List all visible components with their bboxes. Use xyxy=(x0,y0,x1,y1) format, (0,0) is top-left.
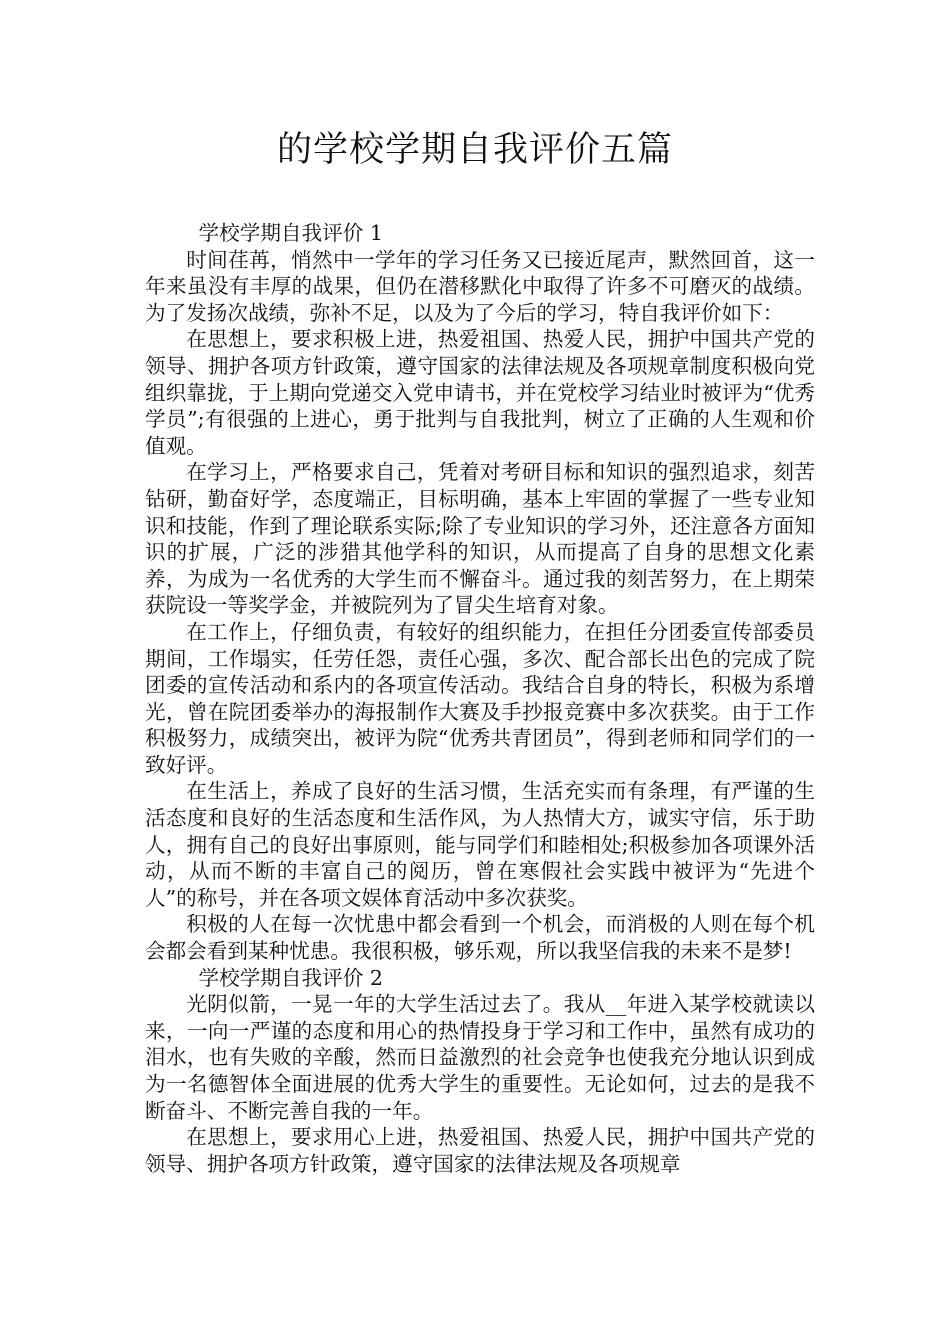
paragraph: 积极的人在每一次忧患中都会看到一个机会，而消极的人则在每个机会都会看到某种忧患。我很积极，够乐观，所以我坚信我的未来不是梦! xyxy=(145,912,815,964)
paragraph: 在工作上，仔细负责，有较好的组织能力，在担任分团委宣传部委员期间，工作塌实，任劳任怨，责任心强，多次、配合部长出色的完成了院团委的宣传活动和系内的各项宣传活动。我结合自身的特长，积极为系增光，曾在院团委举办的海报制作大赛及手抄报竞赛中多次获奖。由于工作积极努力，成绩突出，被评为院“优秀共青团员”，得到老师和同学们的一致好评。 xyxy=(145,619,815,777)
section-heading: 学校学期自我评价 1 xyxy=(198,221,383,245)
section-heading: 学校学期自我评价 2 xyxy=(198,965,383,990)
paragraph: 在思想上，要求用心上进，热爱祖国、热爱人民，拥护中国共产党的领导、拥护各项方针政策，遵守国家的法律法规及各项规章 xyxy=(145,1125,815,1176)
document-body xyxy=(145,220,815,1177)
paragraph: 在生活上，养成了良好的生活习惯，生活充实而有条理，有严谨的生活态度和良好的生活态度和生活作风，为人热情大方，诚实守信，乐于助人，拥有自己的良好出事原则，能与同学们和睦相处;积极参加各项课外活动，从而不断的丰富自己的阅历，曾在寒假社会实践中被评为“先进个人”的称号，并在各项文娱体育活动中多次获奖。 xyxy=(145,779,815,910)
paragraph: 光阴似箭，一晃一年的大学生活过去了。我从__年进入某学校就读以来，一向一严谨的态度和用心的热情投身于学习和工作中，虽然有成功的泪水，也有失败的辛酸，然而日益激烈的社会竞争也使我充分地认识到成为一名德智体全面进展的优秀大学生的重要性。无论如何，过去的是我不断奋斗、不断完善自我的一年。 xyxy=(145,992,815,1123)
document-title: 的学校学期自我评价五篇 xyxy=(276,130,673,170)
paragraph: 在思想上，要求积极上进，热爱祖国、热爱人民，拥护中国共产党的领导、拥护各项方针政策，遵守国家的法律法规及各项规章制度积极向党组织靠拢，于上期向党递交入党申请书，并在党校学习结业时被评为“优秀学员”;有很强的上进心，勇于批判与自我批判，树立了正确的人生观和价值观。 xyxy=(145,327,815,458)
paragraph: 在学习上，严格要求自己，凭着对考研目标和知识的强烈追求，刻苦钻研，勤奋好学，态度端正，目标明确，基本上牢固的掌握了一些专业知识和技能，作到了理论联系实际;除了专业知识的学习外，还注意各方面知识的扩展，广泛的涉猎其他学科的知识，从而提高了自身的思想文化素养，为成为一名优秀的大学生而不懈奋斗。通过我的刻苦努力，在上期荣获院设一等奖学金，并被院列为了冒尖生培育对象。 xyxy=(145,460,815,618)
paragraph: 时间荏苒，悄然中一学年的学习任务又已接近尾声，默然回首，这一年来虽没有丰厚的战果，但仍在潜移默化中取得了许多不可磨灭的战绩。为了发扬次战绩，弥补不足，以及为了今后的学习，特自我评价如下： xyxy=(145,247,815,325)
